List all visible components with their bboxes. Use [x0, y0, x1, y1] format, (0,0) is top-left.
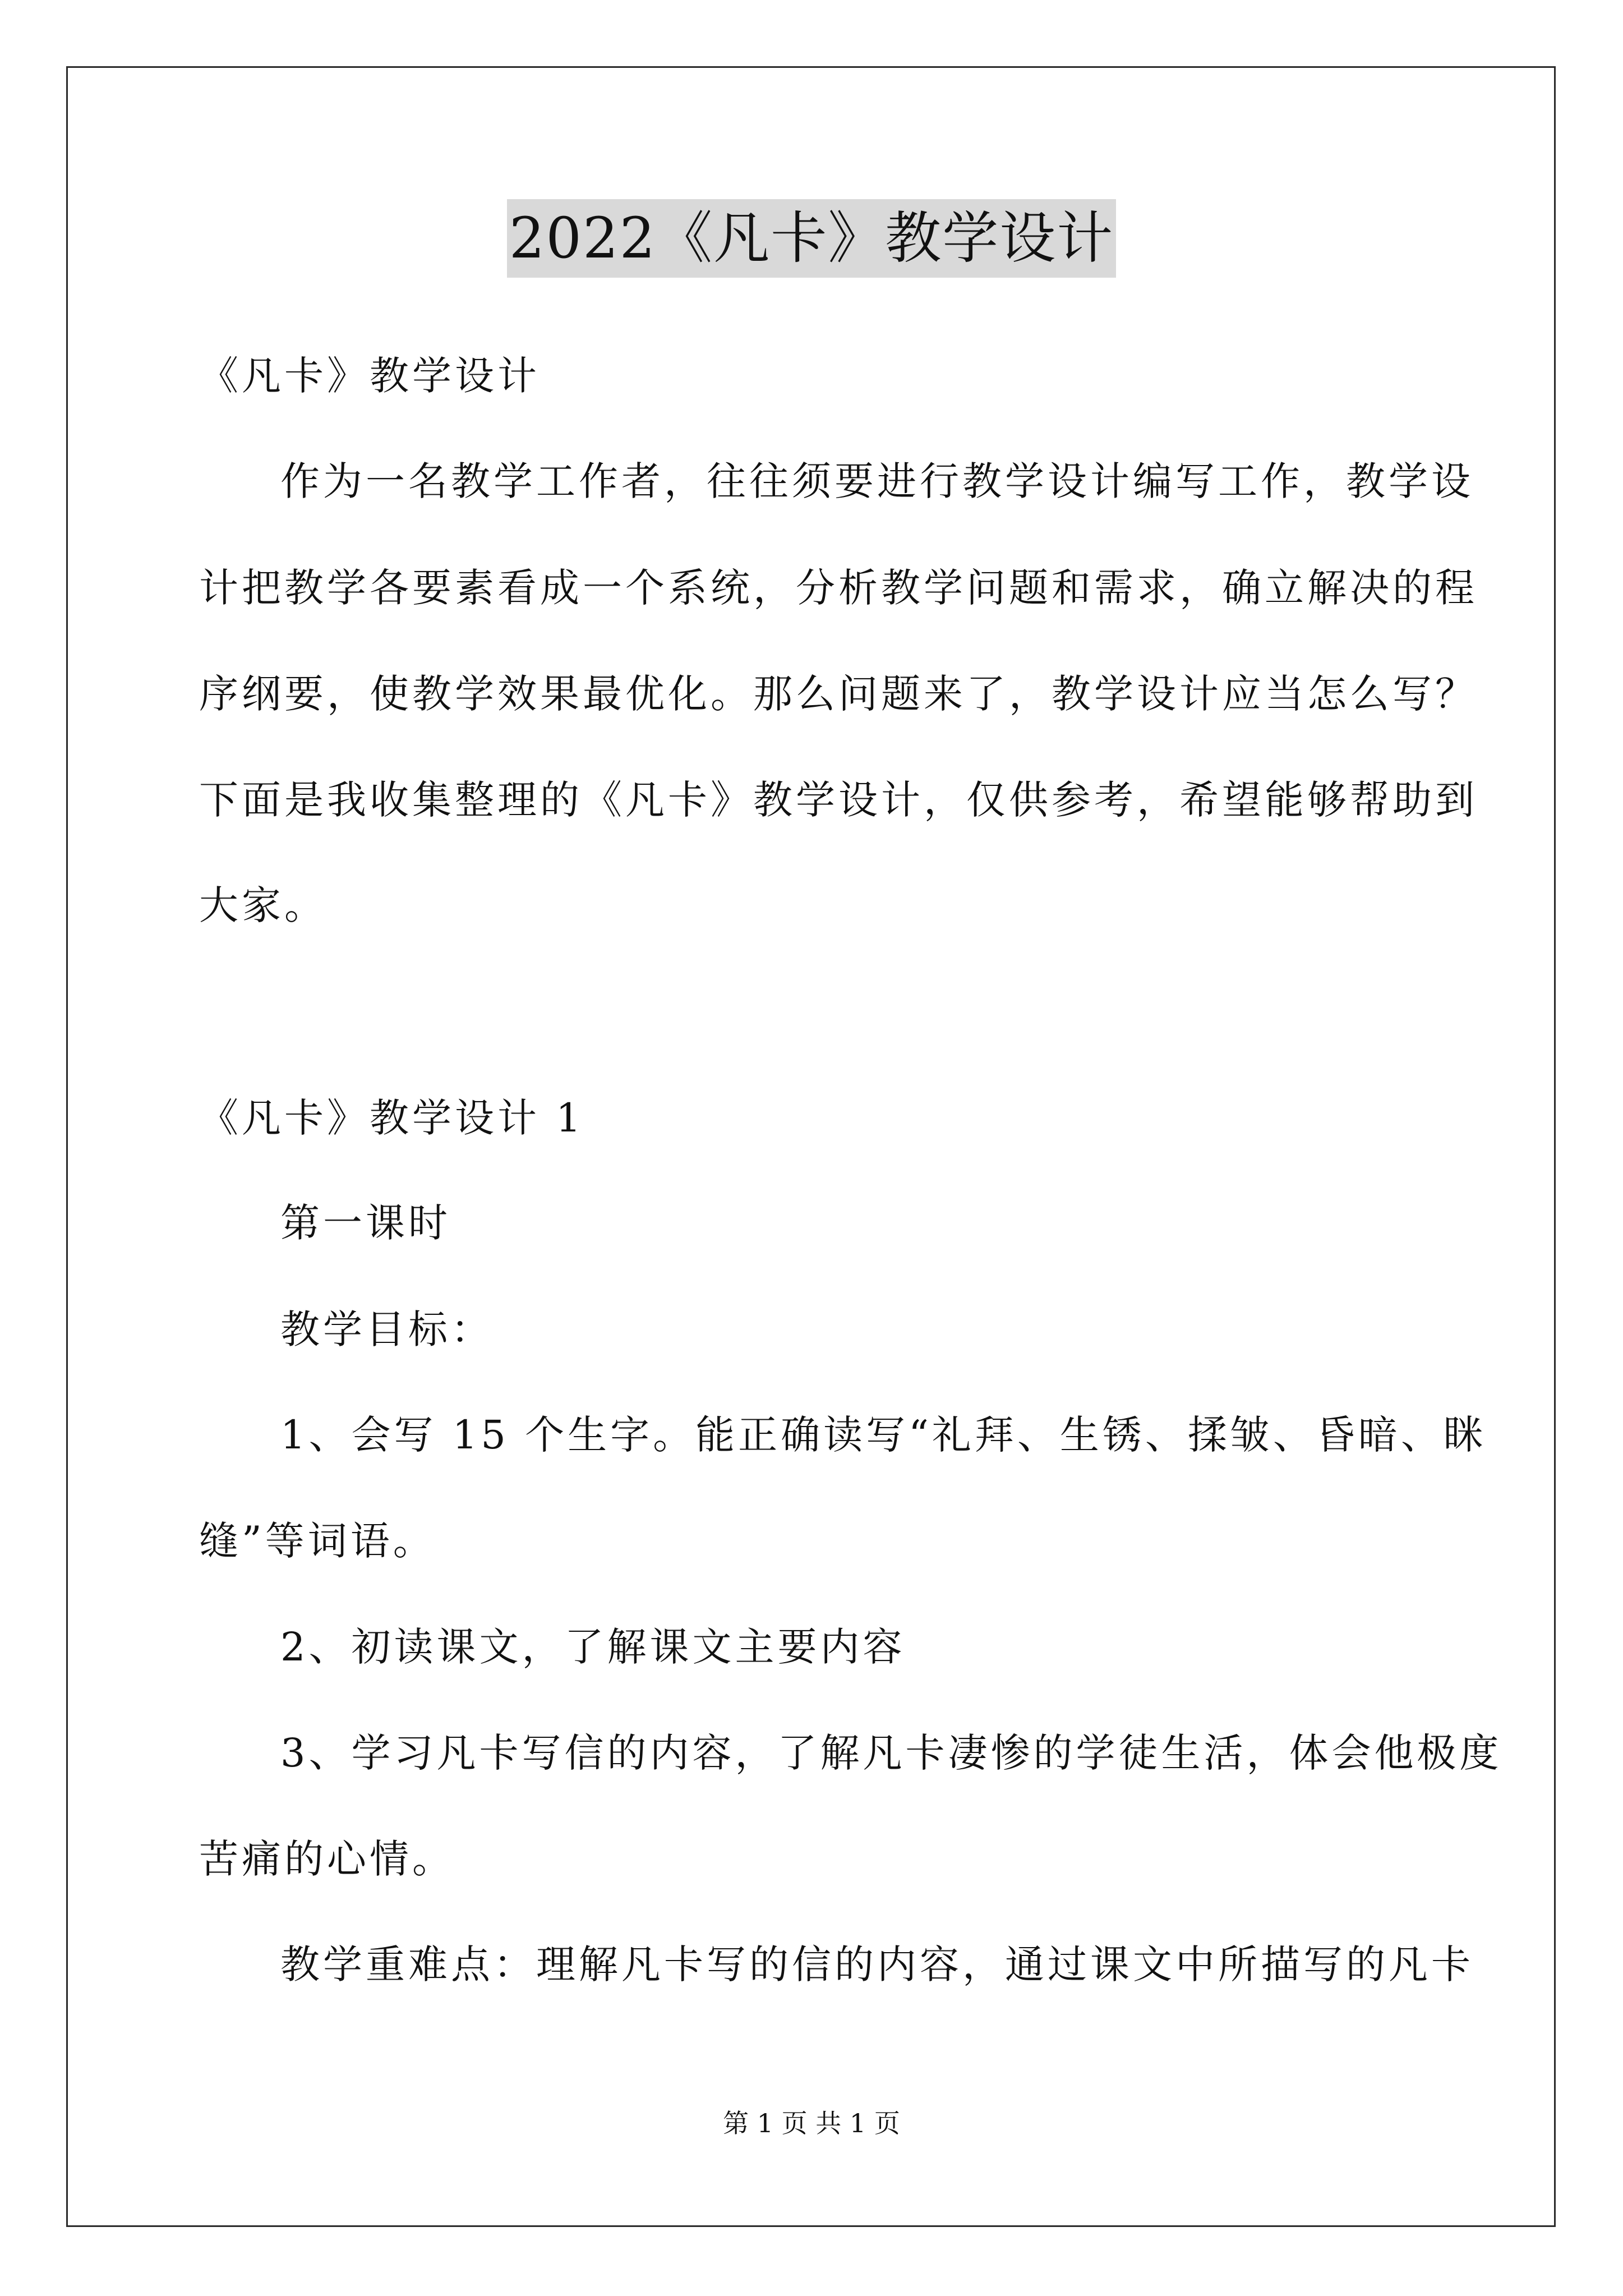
section-heading: 《凡卡》教学设计 1 [199, 1095, 584, 1141]
goal-1-line-1: 1、会写 15 个生字。能正确读写“礼拜、生锈、揉皱、昏暗、眯 [280, 1412, 1486, 1458]
intro-line-5: 大家。 [199, 882, 327, 928]
goal-2: 2、初读课文，了解课文主要内容 [280, 1624, 906, 1670]
title-container [0, 199, 1623, 278]
lesson-label: 第一课时 [280, 1200, 451, 1246]
goal-1-line-2: 缝”等词语。 [199, 1518, 436, 1564]
page-footer: 第 1 页 共 1 页 [723, 2108, 900, 2138]
intro-line-3: 序纲要，使教学效果最优化。那么问题来了，教学设计应当怎么写？ [199, 671, 1478, 717]
intro-line-1: 作为一名教学工作者，往往须要进行教学设计编写工作，教学设 [280, 458, 1474, 504]
subtitle: 《凡卡》教学设计 [199, 353, 540, 399]
intro-line-2: 计把教学各要素看成一个系统，分析教学问题和需求，确立解决的程 [199, 565, 1478, 611]
difficulty-line: 教学重难点：理解凡卡写的信的内容，通过课文中所描写的凡卡 [280, 1941, 1474, 1987]
goal-3-line-2: 苦痛的心情。 [199, 1836, 455, 1882]
document-title: 2022《凡卡》教学设计 [507, 199, 1117, 278]
goals-heading: 教学目标： [280, 1306, 494, 1352]
intro-line-4: 下面是我收集整理的《凡卡》教学设计，仅供参考，希望能够帮助到 [199, 777, 1478, 823]
goal-3-line-1: 3、学习凡卡写信的内容，了解凡卡凄惨的学徒生活，体会他极度 [280, 1730, 1502, 1776]
